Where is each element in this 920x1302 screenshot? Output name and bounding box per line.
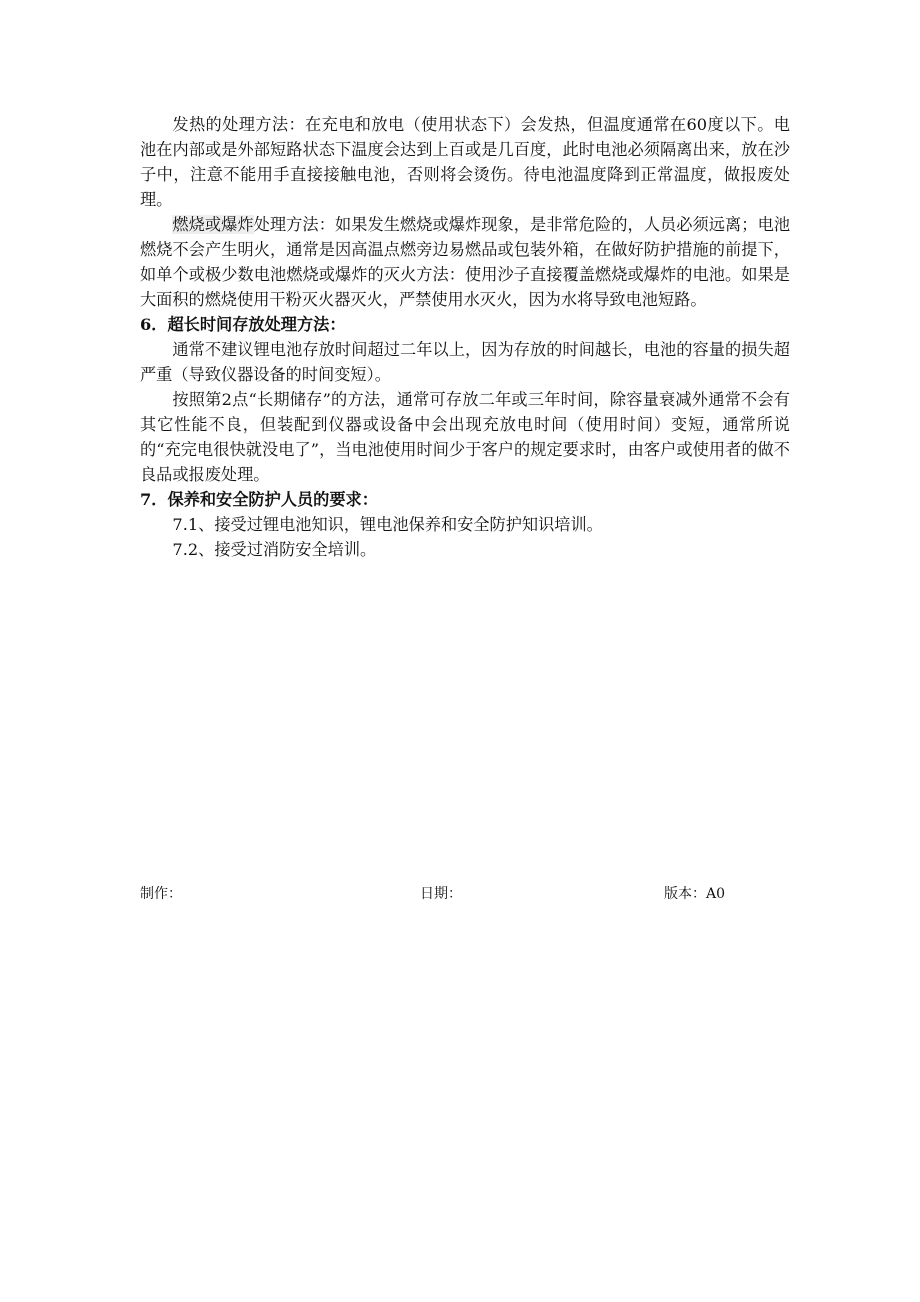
fire-handling-text: 处理方法：如果发生燃烧或爆炸现象，是非常危险的，人员必须远离；电池燃烧不会产生明火，通常是因高温点燃旁边易燃品或包装外箱，在做好防护措施的前提下，如单个或极少数电池燃烧或爆炸的灭火方法：使用沙子直接覆盖燃烧或爆炸的电池。如果是大面积的燃烧使用干粉灭火器灭火，严禁使用水灭火，因为水将导致电池短路。 [140,215,791,309]
section-7-heading: 7．保养和安全防护人员的要求： [140,490,378,509]
section-6-paragraph-2: 按照第2点“长期储存”的方法，通常可存放二年或三年时间，除容量衰减外通常不会有其它性能不良，但装配到仪器或设备中会出现充放电时间（使用时间）变短，通常所说的“充完电很快就没电了”，当电池使用时间少于客户的规定要求时，由客户或使用者的做不良品或报废处理。 [140,390,790,484]
section-7-item-1: 7.1、接受过锂电池知识，锂电池保养和安全防护知识培训。 [172,515,603,534]
highlighted-term: 燃烧或爆炸 [172,215,254,234]
section-6-heading: 6．超长时间存放处理方法： [140,315,346,334]
document-body [140,112,790,562]
section-6-paragraph-1: 通常不建议锂电池存放时间超过二年以上，因为存放的时间越长，电池的容量的损失超严重（导致仪器设备的时间变短）。 [140,340,790,384]
section-7-item-2: 7.2、接受过消防安全培训。 [172,540,377,559]
fire-handling-paragraph [140,212,790,312]
heat-handling-paragraph: 发热的处理方法：在充电和放电（使用状态下）会发热，但温度通常在60度以下。电池在内部或是外部短路状态下温度会达到上百或是几百度，此时电池必须隔离出来，放在沙子中，注意不能用手直接接触电池，否则将会烫伤。待电池温度降到正常温度，做报废处理。 [140,115,790,209]
footer-maker-label: 制作： [140,886,182,902]
footer-version-label: 版本：A0 [664,886,726,902]
footer-date-label: 日期： [420,886,462,902]
